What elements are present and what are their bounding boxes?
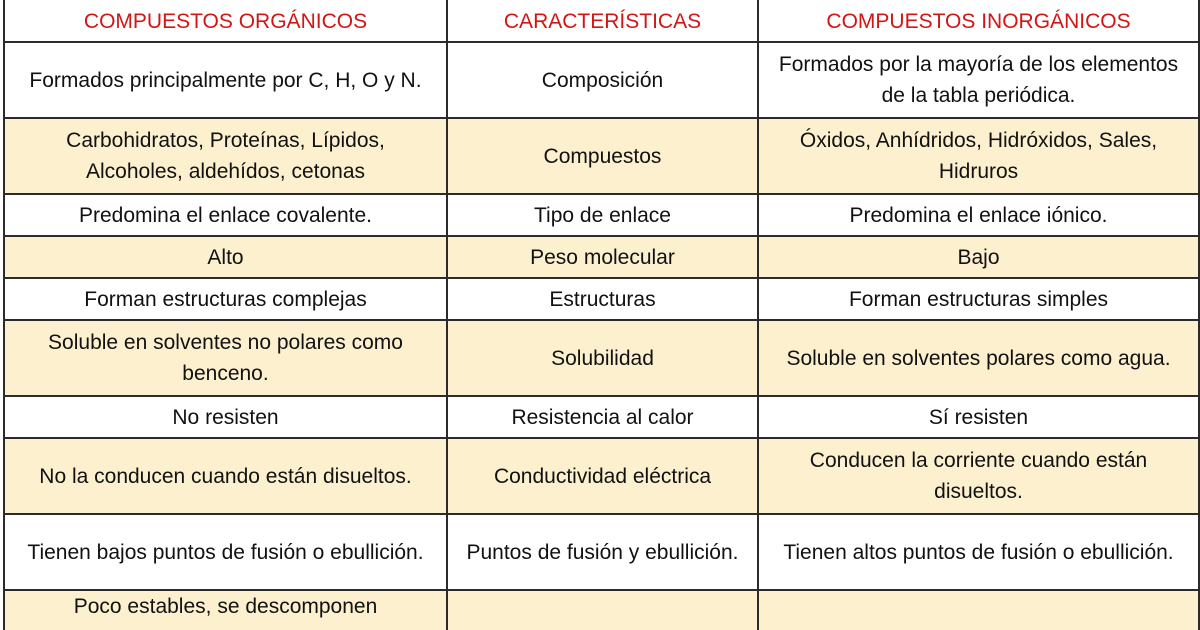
organic-cell: Tienen bajos puntos de fusión o ebullición. xyxy=(4,514,447,590)
inorganic-cell: Soluble en solventes polares como agua. xyxy=(758,320,1199,396)
inorganic-cell: Óxidos, Anhídridos, Hidróxidos, Sales, Hidruros xyxy=(758,118,1199,194)
table-row xyxy=(4,236,1199,278)
organic-cell: Soluble en solventes no polares como benceno. xyxy=(4,320,447,396)
inorganic-cell: Sí resisten xyxy=(758,396,1199,438)
organic-cell: Formados principalmente por C, H, O y N. xyxy=(4,42,447,118)
table-row xyxy=(4,42,1199,118)
characteristic-cell: Composición xyxy=(447,42,758,118)
table-row xyxy=(4,396,1199,438)
characteristic-cell: Estructuras xyxy=(447,278,758,320)
characteristic-cell: Conductividad eléctrica xyxy=(447,438,758,514)
organic-cell: Alto xyxy=(4,236,447,278)
characteristic-cell: Solubilidad xyxy=(447,320,758,396)
organic-cell: No la conducen cuando están disueltos. xyxy=(4,438,447,514)
inorganic-cell: Tienen altos puntos de fusión o ebullición. xyxy=(758,514,1199,590)
organic-cell: Predomina el enlace covalente. xyxy=(4,194,447,236)
organic-cell: No resisten xyxy=(4,396,447,438)
inorganic-cell: Conducen la corriente cuando están disueltos. xyxy=(758,438,1199,514)
characteristic-cell: Puntos de fusión y ebullición. xyxy=(447,514,758,590)
inorganic-cell xyxy=(758,590,1199,630)
characteristic-cell: Resistencia al calor xyxy=(447,396,758,438)
table-row xyxy=(4,590,1199,630)
characteristic-cell: Compuestos xyxy=(447,118,758,194)
header-row xyxy=(4,0,1199,42)
header-inorganic: COMPUESTOS INORGÁNICOS xyxy=(758,0,1199,42)
table-row xyxy=(4,118,1199,194)
characteristic-cell: Peso molecular xyxy=(447,236,758,278)
inorganic-cell: Predomina el enlace iónico. xyxy=(758,194,1199,236)
organic-cell: Forman estructuras complejas xyxy=(4,278,447,320)
table-row xyxy=(4,320,1199,396)
header-characteristic: CARACTERÍSTICAS xyxy=(447,0,758,42)
inorganic-cell: Bajo xyxy=(758,236,1199,278)
characteristic-cell: Tipo de enlace xyxy=(447,194,758,236)
header-organic: COMPUESTOS ORGÁNICOS xyxy=(4,0,447,42)
characteristic-cell xyxy=(447,590,758,630)
inorganic-cell: Forman estructuras simples xyxy=(758,278,1199,320)
table-row xyxy=(4,514,1199,590)
inorganic-cell: Formados por la mayoría de los elementos de la tabla periódica. xyxy=(758,42,1199,118)
table-row xyxy=(4,278,1199,320)
table-row xyxy=(4,438,1199,514)
comparison-table xyxy=(3,0,1200,630)
organic-cell: Poco estables, se descomponen xyxy=(4,590,447,630)
organic-cell: Carbohidratos, Proteínas, Lípidos, Alcoholes, aldehídos, cetonas xyxy=(4,118,447,194)
table-row xyxy=(4,194,1199,236)
